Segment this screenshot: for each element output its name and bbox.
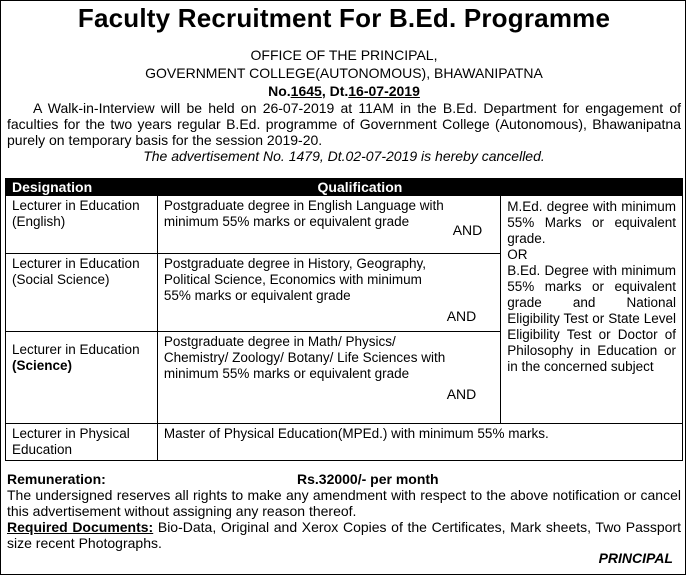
remuneration-label: Remuneration: <box>7 471 106 487</box>
qualification-cell <box>157 254 500 332</box>
page-title: Faculty Recruitment For B.Ed. Programme <box>77 3 611 33</box>
and-connector: AND <box>446 308 477 324</box>
remuneration-value: Rs.32000/- per month <box>297 471 439 487</box>
qualification-text: Postgraduate degree in History, Geography, Political Science, Economics with minimum 55% marks or equivalent grade <box>163 256 426 303</box>
intro-section <box>7 100 681 164</box>
ref-no-label: No. <box>268 83 291 99</box>
documents-label: Required Documents: <box>7 519 154 535</box>
common-qualification-cell <box>501 196 683 424</box>
and-connector: AND <box>446 386 477 402</box>
and-connector: AND <box>452 222 483 238</box>
qualification-cell <box>157 332 500 424</box>
or-label: OR <box>507 247 528 262</box>
designation-cell: Lecturer in Education (English) <box>6 196 158 254</box>
designation-cell <box>6 332 158 424</box>
ref-date: 16-07-2019 <box>348 83 420 99</box>
ref-date-label: , Dt. <box>321 83 349 99</box>
reserve-note: The undersigned reserves all rights to make any amendment with respect to the above notification or cancel this advertisement without assigning any reason thereof. <box>7 487 681 519</box>
signature: PRINCIPAL <box>598 550 673 566</box>
header-qualification: Qualification <box>157 179 682 196</box>
qualification-cell: Master of Physical Education(MPEd.) with minimum 55% marks. <box>157 424 682 461</box>
table-row <box>6 424 683 461</box>
qualification-text: Postgraduate degree in English Language with minimum 55% marks or equivalent grade <box>163 198 444 229</box>
med-qualification: M.Ed. degree with minimum 55% Marks or equivalent grade. <box>507 199 676 246</box>
intro-paragraph: A Walk-in-Interview will be held on 26-07-2019 at 11AM in the B.Ed. Department for engagement of faculties for the two years regular B.Ed. programme of Government College (Autonomous), Bhawanipatna purely on temporary basis for the session 2019-20. <box>7 100 681 148</box>
header-designation: Designation <box>6 179 158 196</box>
qualification-text: Postgraduate degree in Math/ Physics/ Chemistry/ Zoology/ Botany/ Life Sciences with minimum 55% marks or equivalent grade <box>163 334 446 381</box>
office-line-2: GOVERNMENT COLLEGE(AUTONOMOUS), BHAWANIPATNA <box>145 65 543 81</box>
documents-text: Bio-Data, Original and Xerox Copies of the Certificates, Mark sheets, Two Passport size recent Photographs. <box>7 519 681 551</box>
bed-qualification: B.Ed. Degree with minimum 55% marks or equivalent grade and National Eligibility Test or State Level Eligibility Test or Doctor of Philosophy in Education or in the concerned subject <box>507 263 676 374</box>
office-line-1: OFFICE OF THE PRINCIPAL, <box>250 47 438 63</box>
table-header <box>6 179 683 196</box>
designation-main: Lecturer in Education <box>12 342 140 357</box>
remuneration-line <box>7 471 681 487</box>
qualification-table <box>5 178 683 461</box>
ref-no: 1645 <box>290 83 322 99</box>
cancellation-note: The advertisement No. 1479, Dt.02-07-2019 is hereby cancelled. <box>143 148 545 164</box>
reference-number <box>1 83 686 99</box>
designation-sub: (Science) <box>12 358 73 373</box>
table-row <box>6 196 683 254</box>
designation-cell: Lecturer in Physical Education <box>6 424 158 461</box>
required-documents <box>7 519 681 551</box>
qualification-cell <box>157 196 500 254</box>
designation-cell: Lecturer in Education (Social Science) <box>6 254 158 332</box>
footer-section <box>7 471 681 551</box>
